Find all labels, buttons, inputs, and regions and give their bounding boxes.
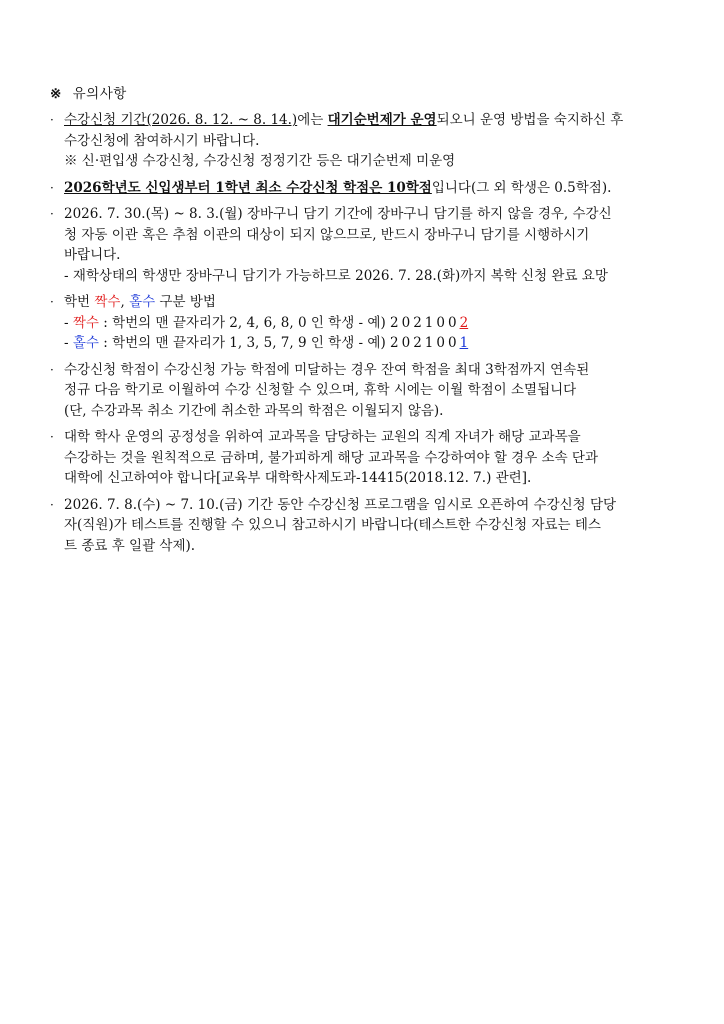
bullet: · (50, 497, 54, 512)
dash: - (64, 314, 73, 331)
bullet: · (50, 207, 54, 221)
item-line: (단, 수강과목 취소 기간에 취소한 과목의 학점은 이월되지 않음). (64, 402, 444, 419)
dash: - (64, 335, 73, 351)
notice-item-cart (50, 204, 650, 286)
item-line: 수강신청 학점이 수강신청 가능 학점에 미달하는 경우 잔여 학점을 최대 3학점까지 연속된 (64, 361, 590, 378)
odd-rule-desc: : 학번의 맨 끝자리가 1, 3, 5, 7, 9 인 학생 - 예) (98, 335, 391, 351)
bullet: · (50, 180, 54, 195)
item-line: 트 종료 후 일괄 삭제). (64, 537, 196, 554)
waitlist-text: 대기순번제가 운영 (327, 112, 437, 128)
text-segment: , (120, 294, 130, 310)
even-rule-desc: : 학번의 맨 끝자리가 2, 4, 6, 8, 0 인 학생 - 예) (98, 314, 391, 331)
heading-text: 유의사항 (72, 86, 127, 102)
minimum-credits-text: 2026학년도 신입생부터 1학년 최소 수강신청 학점은 10학점 (64, 179, 432, 196)
registration-period-text: 수강신청 기간(2026. 8. 12. ~ 8. 14.) (64, 112, 298, 128)
text-segment: 구분 방법 (155, 294, 216, 310)
odd-label: 홀수 (129, 294, 156, 310)
text-segment: 학번 (64, 294, 95, 310)
even-example-id: 202100 (390, 314, 460, 331)
odd-example-last-digit: 1 (459, 335, 469, 351)
odd-example-id: 202100 (390, 335, 460, 351)
odd-rule (64, 333, 650, 354)
item-line (64, 292, 650, 313)
bullet: · (50, 295, 54, 309)
notice-item-student-id-parity (50, 292, 650, 354)
notice-heading (50, 82, 127, 102)
item-line: 청 자동 이관 혹은 추첨 이관의 대상이 되지 않으므로, 반드시 장바구니 담기를 시행하시기 (64, 226, 590, 243)
item-line: 대학에 신고하여야 합니다[교육부 대학학사제도과-14415(2018.12. 7.) 관련]. (64, 470, 532, 486)
item-note: ※ 신·편입생 수강신청, 수강신청 정정기간 등은 대기순번제 미운영 (64, 153, 456, 169)
even-example-last-digit: 2 (459, 314, 469, 331)
item-line: 수강하는 것을 원칙적으로 금하며, 불가피하게 해당 교과목을 수강하여야 할 경우 소속 단과 (64, 449, 599, 466)
reference-mark: ※ (50, 86, 62, 102)
notice-item-minimum-credits (50, 178, 650, 199)
item-line: 대학 학사 운영의 공정성을 위하여 교과목을 담당하는 교원의 직계 자녀가 해당 교과목을 (64, 429, 581, 445)
even-rule-label: 짝수 (72, 314, 99, 331)
text-segment: 에는 (297, 112, 328, 128)
item-line: 2026. 7. 8.(수) ~ 7. 10.(금) 기간 동안 수강신청 프로그램을 임시로 오픈하여 수강신청 담당 (64, 496, 617, 513)
item-line (64, 110, 650, 131)
item-line: 바랍니다. (64, 247, 121, 263)
notice-item-registration-period (50, 110, 650, 172)
bullet: · (50, 430, 54, 444)
item-line: 정규 다음 학기로 이월하여 수강 신청할 수 있으며, 휴학 시에는 이월 학점이 소멸됩니다 (64, 382, 577, 398)
item-line: 수강신청에 참여하시기 바랍니다. (64, 132, 260, 149)
notice-list (50, 110, 650, 562)
bullet: · (50, 362, 54, 377)
odd-rule-label: 홀수 (72, 335, 99, 351)
text-segment: 입니다(그 외 학생은 0.5학점). (431, 179, 612, 196)
text-segment: 되오니 운영 방법을 숙지하신 후 (436, 112, 624, 128)
bullet: · (50, 113, 54, 127)
even-label: 짝수 (94, 294, 121, 310)
item-line: 2026. 7. 30.(목) ~ 8. 3.(월) 장바구니 담기 기간에 장바구니 담기를 하지 않을 경우, 수강신 (64, 206, 612, 222)
item-line (64, 178, 650, 199)
even-rule (64, 313, 650, 334)
item-note: - 재학상태의 학생만 장바구니 담기가 가능하므로 2026. 7. 28.(화)까지 복학 신청 완료 요망 (64, 267, 608, 284)
item-line: 자(직원)가 테스트를 진행할 수 있으니 참고하시기 바랍니다(테스트한 수강신청 자료는 테스 (64, 517, 601, 533)
notice-item-credit-carryover (50, 360, 650, 422)
notice-item-test-period (50, 495, 650, 557)
notice-item-fairness (50, 427, 650, 489)
